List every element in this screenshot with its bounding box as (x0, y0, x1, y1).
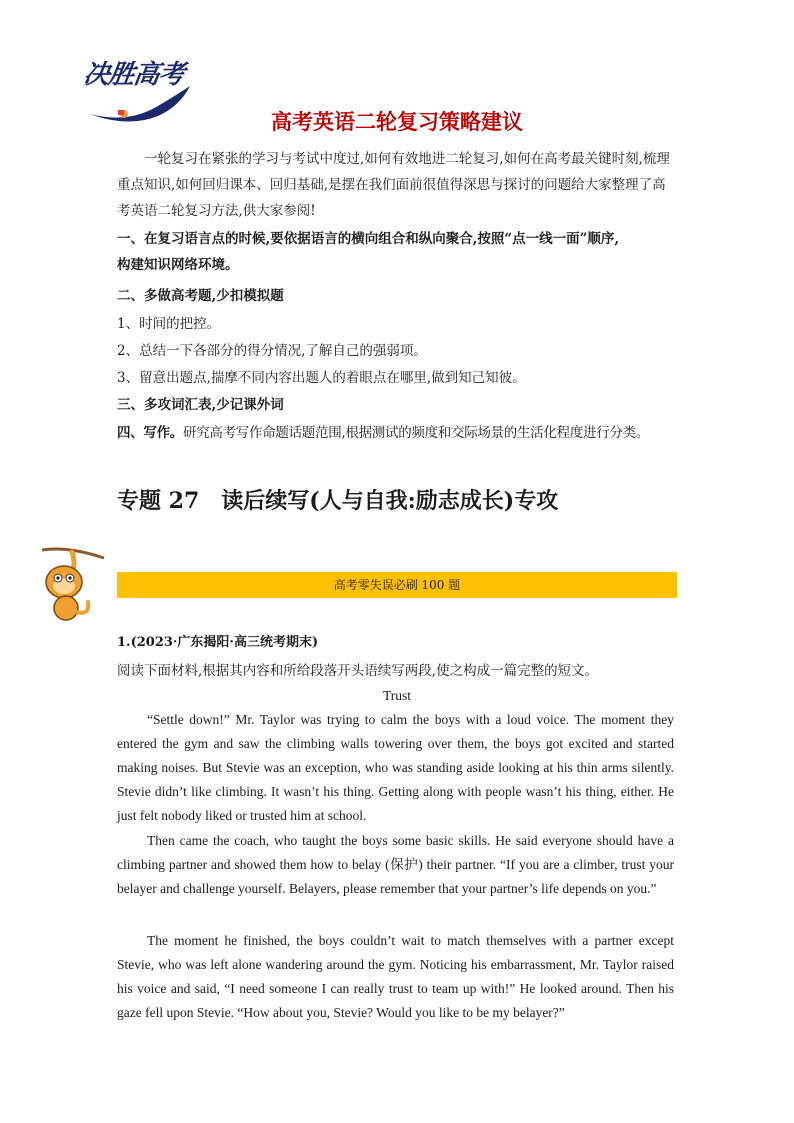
section-2-heading: 二、多做高考题,少扣模拟题 (117, 288, 284, 304)
section-4-body: 研究高考写作命题话题范围,根据测试的频度和交际场景的生活化程度进行分类。 (183, 425, 649, 441)
passage-title: Trust (382, 688, 412, 703)
section-2-item-1: 1、时间的把控。 (117, 316, 221, 332)
question-instruction: 阅读下面材料,根据其内容和所给段落开头语续写两段,使之构成一篇完整的短文。 (117, 663, 599, 679)
question-number: 1.(2023·广东揭阳·高三统考期末) (117, 635, 319, 650)
section-3-heading: 三、多攻词汇表,少记课外词 (117, 397, 284, 413)
logo-text: 决胜高考 (81, 60, 186, 90)
section-2-item-3: 3、留意出题点,揣摩不同内容出题人的着眼点在哪里,做到知己知彼。 (117, 370, 526, 386)
passage-paragraph-1: “Settle down!” Mr. Taylor was trying to calm the boys with a loud voice. The moment they entered the gym and saw the climbing walls towering over them, the boys got excited and started making noises. But Stevie was an exception, who was standing aside looking at his thin arms silently. Stevie didn’t like climbing. It wasn’t his thing. Getting along with people wasn’t his thing, either. He just felt nobody liked or trusted him at school. (117, 712, 674, 823)
monkey-mascot-icon (38, 544, 108, 624)
banner: 高考零失误必刷 100 题 (117, 572, 677, 598)
passage-paragraph-3: The moment he finished, the boys couldn’t wait to match themselves with a partner except Stevie, who was left alone wandering around the gym. Noticing his embarrassment, Mr. Taylor raised his voice and said, “I need someone I can really trust to team up with!” He looked around. Then his gaze fell upon Stevie. “How about you, Stevie? Would you like to be my belayer?” (117, 933, 674, 1020)
section-2-item-2: 2、总结一下各部分的得分情况,了解自己的强弱项。 (117, 343, 427, 359)
section-1-line-1: 一、在复习语言点的时候,要依据语言的横向组合和纵向聚合,按照“点一线一面”顺序, (117, 231, 620, 247)
intro-paragraph: 一轮复习在紧张的学习与考试中度过,如何有效地进二轮复习,如何在高考最关键时刻,梳理重点知识,如何回归课本、回归基础,是摆在我们面前很值得深思与探讨的问题给大家整理了高考英语二轮复习方法,供大家参阅! (117, 151, 670, 219)
section-1-line-2: 构建知识网络环境。 (117, 257, 239, 273)
topic-title: 专题 27 读后续写(人与自我:励志成长)专攻 (117, 488, 559, 514)
page-title: 高考英语二轮复习策略建议 (271, 110, 523, 134)
passage-paragraph-2: Then came the coach, who taught the boys some basic skills. He said everyone should have a climbing partner and showed them how to belay (保护) their partner. “If you are a climber, trust your belayer and challenge yourself. Belayers, please remember that your partner’s life depends on you.” (117, 833, 674, 896)
section-4-text (117, 420, 677, 446)
section-4-label: 四、写作。 (117, 425, 183, 441)
